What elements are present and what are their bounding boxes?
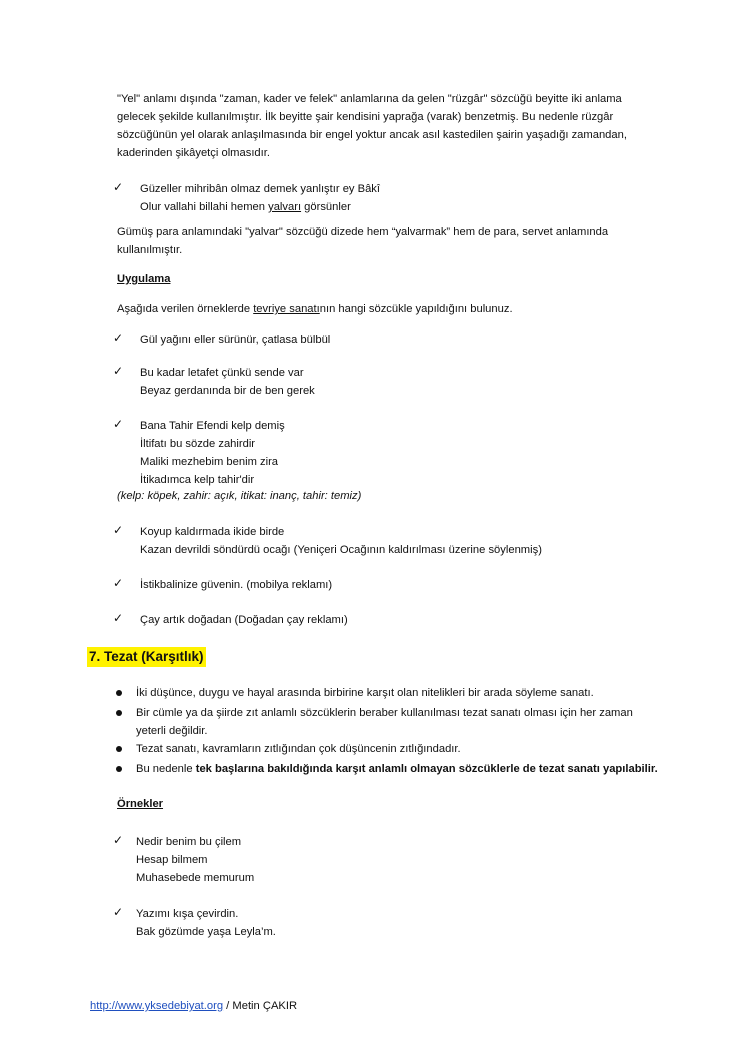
uygulama-instruction: Aşağıda verilen örneklerde tevriye sanatının hangi sözcükle yapıldığını bulunuz. xyxy=(117,303,513,315)
glossary-note: (kelp: köpek, zahir: açık, itikat: inanç, tahir: temiz) xyxy=(117,490,362,502)
verse-line: Yazımı kışa çevirdin. xyxy=(136,908,239,920)
verse-line: Olur vallahi billahi hemen yalvarı görsünler xyxy=(140,201,351,213)
underlined-word: yalvarı xyxy=(268,201,302,213)
checkmark-icon: ✓ xyxy=(113,364,124,378)
page-footer xyxy=(90,1000,297,1012)
verse-line: Bak gözümde yaşa Leyla’m. xyxy=(136,926,276,938)
checkmark-icon: ✓ xyxy=(113,833,124,847)
bold-statement: tek başlarına bakıldığında karşıt anlamlı olmayan sözcüklerle de tezat sanatı yapılabilir. xyxy=(195,763,658,775)
baki-couplet xyxy=(140,180,380,216)
verse-line: Hesap bilmem xyxy=(136,854,208,866)
example-item xyxy=(136,905,276,941)
verse-line: Bana Tahir Efendi kelp demiş xyxy=(140,420,285,432)
ornekler-title: Örnekler xyxy=(117,798,164,810)
bullet-item: Tezat sanatı, kavramların zıtlığından çok düşüncenin zıtlığındadır. xyxy=(136,743,461,755)
example-item xyxy=(140,331,330,349)
verse-line: Beyaz gerdanında bir de ben gerek xyxy=(140,385,315,397)
verse-line: Nedir benim bu çilem xyxy=(136,836,242,848)
example-item xyxy=(140,576,332,594)
example-item xyxy=(140,417,285,489)
checkmark-icon: ✓ xyxy=(113,905,124,919)
checkmark-icon: ✓ xyxy=(113,611,124,625)
intro-line: sözcüğünün yel olarak anlaşılmasında bir engel yoktur ancak asıl kastedilen şairin yaşadığı zamandan, xyxy=(117,129,627,141)
paragraph-line: kullanılmıştır. xyxy=(117,244,183,256)
verse-line: Gül yağını eller sürünür, çatlasa bülbül xyxy=(140,334,331,346)
checkmark-icon: ✓ xyxy=(113,576,124,590)
verse-line: Kazan devrildi söndürdü ocağı (Yeniçeri Ocağının kaldırılması üzerine söylenmiş) xyxy=(140,544,542,556)
bullet-icon xyxy=(116,766,122,772)
section-heading-tezat: 7. Tezat (Karşıtlık) xyxy=(87,647,206,667)
verse-line: Maliki mezhebim benim zira xyxy=(140,456,279,468)
example-item xyxy=(140,364,315,400)
underlined-term: tevriye sanatı xyxy=(253,303,320,315)
bullet-item: Bir cümle ya da şiirde zıt anlamlı sözcüklerin beraber kullanılması tezat sanatı olması için her zaman yeterli değildir. xyxy=(136,707,633,737)
uygulama-title: Uygulama xyxy=(117,273,171,285)
intro-paragraph xyxy=(117,90,637,162)
checkmark-icon: ✓ xyxy=(113,417,124,431)
verse-line: Muhasebede memurum xyxy=(136,872,255,884)
bullet-icon xyxy=(116,710,122,716)
verse-line: İltifatı bu sözde zahirdir xyxy=(140,438,256,450)
paragraph-line: Gümüş para anlamındaki "yalvar" sözcüğü dizede hem “yalvarmak” hem de para, servet anlamında xyxy=(117,226,609,238)
checkmark-icon: ✓ xyxy=(113,523,124,537)
intro-line: "Yel" anlamı dışında "zaman, kader ve felek" anlamlarına da gelen "rüzgâr" sözcüğü beyitte iki anlama xyxy=(117,93,622,105)
bullet-icon xyxy=(116,746,122,752)
verse-line: Koyup kaldırmada ikide birde xyxy=(140,526,285,538)
example-item xyxy=(140,611,348,629)
verse-line: Güzeller mihribân olmaz demek yanlıştır ey Bâkî xyxy=(140,183,381,195)
verse-line: Çay artık doğadan (Doğadan çay reklamı) xyxy=(140,614,348,626)
checkmark-icon: ✓ xyxy=(113,180,124,194)
bullet-item: İki düşünce, duygu ve hayal arasında birbirine karşıt olan nitelikleri bir arada söyleme sanatı. xyxy=(136,687,594,699)
example-item xyxy=(140,523,542,559)
verse-line: İstikbalinize güvenin. (mobilya reklamı) xyxy=(140,579,333,591)
example-item xyxy=(136,833,254,887)
verse-line: Bu kadar letafet çünkü sende var xyxy=(140,367,304,379)
intro-line: gelecek şekilde kullanılmıştır. İlk beyitte şair kendisini yaprağa (varak) benzetmiş. Bu nedenle rüzgâr xyxy=(117,111,614,123)
bullet-icon xyxy=(116,690,122,696)
verse-line: İtikadımca kelp tahir'dir xyxy=(140,474,255,486)
checkmark-icon: ✓ xyxy=(113,331,124,345)
bullet-item: Bu nedenle tek başlarına bakıldığında karşıt anlamlı olmayan sözcüklerle de tezat sanatı yapılabilir. xyxy=(136,763,658,775)
footer-author: / Metin ÇAKIR xyxy=(223,1000,298,1012)
footer-link[interactable]: http://www.yksedebiyat.org xyxy=(90,1000,224,1012)
gumus-paragraph xyxy=(117,223,637,259)
intro-line: kaderinden şikâyetçi olmasıdır. xyxy=(117,147,270,159)
